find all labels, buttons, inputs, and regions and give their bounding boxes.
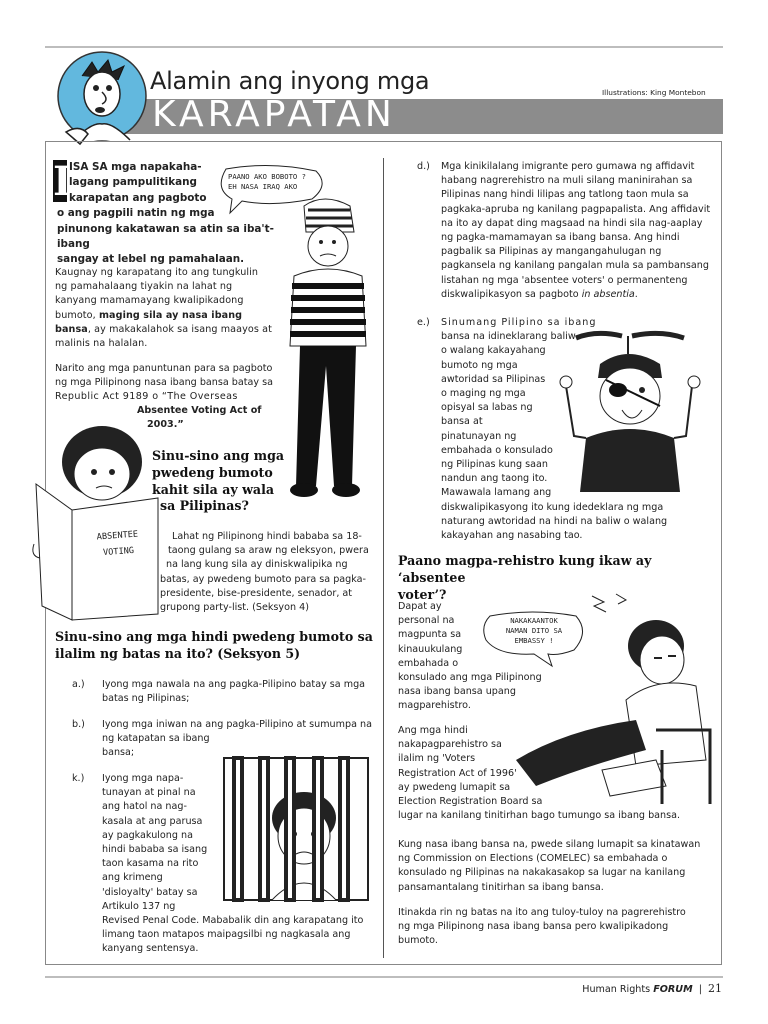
who-can-body-line: Lahat ng Pilipinong hindi bababa sa 18-	[172, 531, 362, 542]
list-item-line: na ito ay dapat ding magsaad na hindi sila nag-aaplay	[441, 217, 703, 229]
list-item-line: Iyong mga iniwan na ang pagka-Pilipino at sumumpa na	[102, 719, 372, 730]
register-p4-line: bumoto.	[398, 935, 438, 947]
who-can-body-line: taong gulang sa araw ng eleksyon, pwera	[168, 545, 369, 557]
register-p2-line: nakapagparehistro sa	[398, 739, 502, 751]
mascot-illustration	[52, 44, 152, 148]
register-p3-line: konsulado ng Pilipinas na nakakasakop sa lugar na kanilang	[398, 867, 686, 879]
list-item-label: a.)	[72, 679, 85, 690]
list-item-line: Artikulo 137 ng	[102, 900, 176, 912]
sign-line: ABSENTEE	[96, 529, 139, 543]
list-item-line: kanyang sentensya.	[102, 943, 199, 955]
list-item-line: pagkaka-apruba ng kanilang pagpapalista. Ang affidavit	[441, 203, 711, 215]
bubble-2-line: NAMAN DITO SA	[505, 626, 563, 635]
list-item-line: o maging ng mga	[441, 388, 526, 400]
list-item-d	[417, 160, 717, 302]
intro-lead-line: sangay at lebel ng pamahalaan.	[57, 253, 245, 266]
bubble-1-line: EH NASA IRAQ AKO	[228, 182, 298, 191]
bottom-rule	[45, 976, 723, 978]
intro-p2-line: ng mga Pilipinong nasa ibang bansa batay sa	[55, 377, 274, 388]
footer-separator: |	[698, 984, 702, 995]
list-item-line: Pilipinas nang hindi lilipas ang tatlong taon mula sa	[441, 189, 689, 201]
intro-lead-line: karapatan ang pagboto	[69, 191, 207, 204]
intro-lead-line: ISA SA mga napakaha-	[69, 161, 202, 173]
list-item-line: pagbalik sa Pilipinas ay mangangahulugan ng	[441, 246, 662, 258]
who-can-body-line: na lang kung sila ay diniskwalipika ng	[166, 559, 348, 571]
register-paragraph-3	[398, 838, 718, 895]
prisoner-illustration	[222, 756, 370, 902]
list-item-b	[72, 718, 372, 761]
intro-p1-text: Kaugnay ng karapatang ito ang tungkulin ng pamahalaang tiyakin na lahat ng kanyang mamamayang kwalipikadong bumoto,	[55, 267, 259, 321]
register-heading-line: Paano magpa-rehistro kung ikaw ay ‘absentee	[398, 553, 652, 585]
list-item-line: kasala at ang parusa	[102, 815, 203, 827]
list-item-line: habang nagrerehistro na muli silang maninirahan sa	[441, 175, 693, 187]
list-item-line: embahada o konsulado	[441, 444, 553, 456]
bubble-1-text	[228, 172, 306, 192]
bubble-2-line: NAKAKAANTOK	[510, 616, 558, 625]
woman-with-sign-illustration	[32, 410, 162, 624]
who-can-vote-heading	[152, 448, 292, 515]
list-item-line: bansa;	[102, 747, 135, 759]
register-p3-line: ng Commission on Elections (COMELEC) sa embahada o	[398, 853, 668, 865]
list-item-line: o walang kakayahang	[441, 345, 546, 357]
register-paragraph-4	[398, 906, 718, 949]
list-item-line: Mawawala lamang ang	[441, 487, 552, 499]
list-item-line: naturang awtoridad na hindi na baliw o walang	[441, 515, 668, 527]
list-item-line: tunayan at pinal na	[102, 787, 196, 799]
list-item-line: listahan ng mga 'absentee voters' o permanenteng	[441, 274, 688, 286]
intro-lead-line: pinunong kakatawan sa atin sa iba't-ibang	[57, 222, 274, 251]
list-item-line: Iyong mga napa-	[102, 773, 184, 784]
header-title-line1: Alamin ang inyong mga	[150, 67, 430, 95]
list-item-label: b.)	[72, 719, 85, 730]
intro-p1-tail: , ay makakalahok sa isang maayos at malinis na halalan.	[55, 323, 272, 350]
list-item-line: hindi bababa sa isang	[102, 844, 208, 856]
register-p1-line: personal na	[398, 615, 455, 627]
list-item-line: bansa at	[441, 416, 483, 428]
item-d-last: diskwalipikasyon sa pagboto	[441, 288, 582, 300]
register-p2-line: Registration Act of 1996'	[398, 767, 517, 779]
list-item-line: ng pagka-mamamayan sa ibang bansa. Ang hindi	[441, 232, 680, 244]
intro-p1-bold: maging sila ay nasa ibang bansa	[55, 309, 243, 335]
publication-name-bold: FORUM	[653, 984, 693, 995]
who-cannot-heading-line: Sinu-sino ang mga hindi pwedeng bumoto sa	[55, 629, 373, 644]
pirate-illustration	[556, 326, 708, 492]
list-item-label: e.)	[417, 317, 430, 328]
who-can-heading-line: sa Pilipinas?	[160, 498, 249, 514]
list-item-line: batas ng Pilipinas;	[102, 693, 190, 705]
list-item-line: bansa na idineklarang baliw	[441, 331, 576, 343]
who-can-heading-line: Sinu-sino ang mga	[152, 448, 285, 463]
who-can-heading-line: pwedeng bumoto	[152, 464, 273, 480]
intro-paragraph-1	[55, 266, 273, 351]
list-item-line: awtoridad sa Pilipinas	[441, 373, 546, 385]
register-p4-line: ng mga Pilipinong nasa ibang bansa pero kwalipikadong	[398, 921, 669, 933]
footer	[560, 982, 722, 995]
list-item-line: ay pagkakulong na	[102, 829, 193, 841]
register-p2-line: ilalim ng 'Voters	[398, 753, 476, 765]
list-item-line: diskwalipikasyong ito kung idedeklara ng mga	[441, 501, 664, 513]
list-item-a	[72, 678, 372, 706]
bubble-2-line: EMBASSY !	[514, 636, 554, 645]
list-item-line: nandun ang taong ito.	[441, 473, 548, 485]
header-title-line2: KARAPATAN	[152, 94, 396, 135]
list-item-line: ang krimeng	[102, 872, 163, 884]
register-p3-line: Kung nasa ibang bansa na, pwede silang lumapit sa kinatawan	[398, 839, 701, 850]
list-item-line: opisyal sa labas ng	[441, 402, 533, 414]
register-p4-line: Itinakda rin ng batas na ito ang tuloy-tuloy na pagrerehistro	[398, 907, 686, 918]
list-item-line: Sinumang Pilipino sa ibang	[441, 317, 597, 328]
dropcap: I	[53, 158, 72, 205]
register-p2-line: ay pwedeng lumapit sa	[398, 781, 511, 793]
who-can-body-line: presidente, bise-presidente, senador, at	[160, 587, 353, 599]
publication-name: Human Rights	[582, 984, 654, 995]
who-can-vote-body	[160, 530, 380, 615]
register-heading-line: voter’?	[398, 587, 447, 602]
list-item-line: bumoto ng mga	[441, 359, 518, 371]
list-item-line: Mga kinikilalang imigrante pero gumawa ng affidavit	[441, 161, 695, 172]
list-item-line: pagkansela ng kanilang pangalan mula sa pambansang	[441, 260, 709, 272]
register-p3-line: pansamantalang tinitirhan sa ibang bansa.	[398, 881, 604, 893]
item-d-end: .	[634, 288, 638, 300]
who-cannot-vote-heading	[55, 628, 375, 662]
list-item-label: d.)	[417, 161, 430, 172]
sign-line: VOTING	[102, 545, 135, 559]
illustration-credit: Illustrations: King Montebon	[602, 88, 706, 97]
register-p2-line: lugar na kanilang tinitirhan bago tumungo sa ibang bansa.	[398, 810, 681, 822]
list-item-text	[102, 718, 372, 761]
list-item-label: k.)	[72, 773, 85, 784]
register-paragraph-2	[398, 724, 708, 823]
register-p1-line: embahada o	[398, 657, 459, 669]
who-can-body-line: grupong party-list. (Seksyon 4)	[160, 602, 309, 614]
intro-p2-line: Republic Act 9189 o “The Overseas	[55, 391, 238, 402]
list-item-line: ng katapatan sa ibang	[102, 733, 210, 745]
register-p2-line: Election Registration Board sa	[398, 796, 543, 808]
who-can-heading-line: kahit sila ay wala	[152, 481, 275, 497]
column-divider	[383, 158, 384, 958]
who-cannot-heading-line: ilalim ng batas na ito? (Seksyon 5)	[55, 646, 301, 661]
list-item-text	[441, 160, 710, 302]
list-item-line: Iyong mga nawala na ang pagka-Pilipino batay sa mga	[102, 679, 366, 690]
list-item-line: 'disloyalty' batay sa	[102, 886, 198, 898]
register-p1-line: Dapat ay	[398, 601, 442, 612]
list-item-text	[102, 678, 365, 706]
bubble-1-line: PAANO AKO BOBOTO ?	[228, 172, 306, 181]
absentee-voting-sign	[73, 525, 163, 563]
list-item-line: kakayahan ang nasabing tao.	[441, 530, 583, 542]
intro-p2-line: Absentee Voting Act of	[137, 405, 262, 416]
register-p1-line: nasa ibang bansa upang	[398, 686, 516, 698]
intro-lead-line: o ang pagpili natin ng mga	[57, 207, 215, 220]
who-can-body-line: batas, ay pwedeng bumoto para sa pagka-	[160, 573, 366, 585]
intro-lead-line: lagang pampulitikang	[69, 176, 197, 189]
intro-p2-line: Narito ang mga panuntunan para sa pagboto	[55, 363, 273, 374]
register-p1-line: konsulado ang mga Pilipinong	[398, 672, 542, 684]
list-item-line	[441, 288, 710, 302]
register-p1-line: magparehistro.	[398, 700, 471, 712]
page-number: 21	[708, 982, 722, 995]
item-d-italic: in absentia	[581, 288, 635, 300]
list-item-line: ang hatol na nag-	[102, 801, 187, 813]
list-item-line: ng Pilipinas kung saan	[441, 459, 548, 471]
list-item-line: limang taon matapos maipagsilbi ng nagkasala ang	[102, 929, 351, 941]
register-p1-line: kinauukulang	[398, 643, 463, 655]
list-item-line: Revised Penal Code. Mababalik din ang karapatang ito	[102, 915, 364, 927]
register-p1-line: magpunta sa	[398, 629, 462, 641]
register-p2-line: Ang mga hindi	[398, 725, 468, 736]
list-item-line: taon kasama na rito	[102, 858, 199, 870]
intro-p2-line: 2003.”	[147, 419, 184, 430]
list-item-line: pinatunayan ng	[441, 430, 517, 442]
